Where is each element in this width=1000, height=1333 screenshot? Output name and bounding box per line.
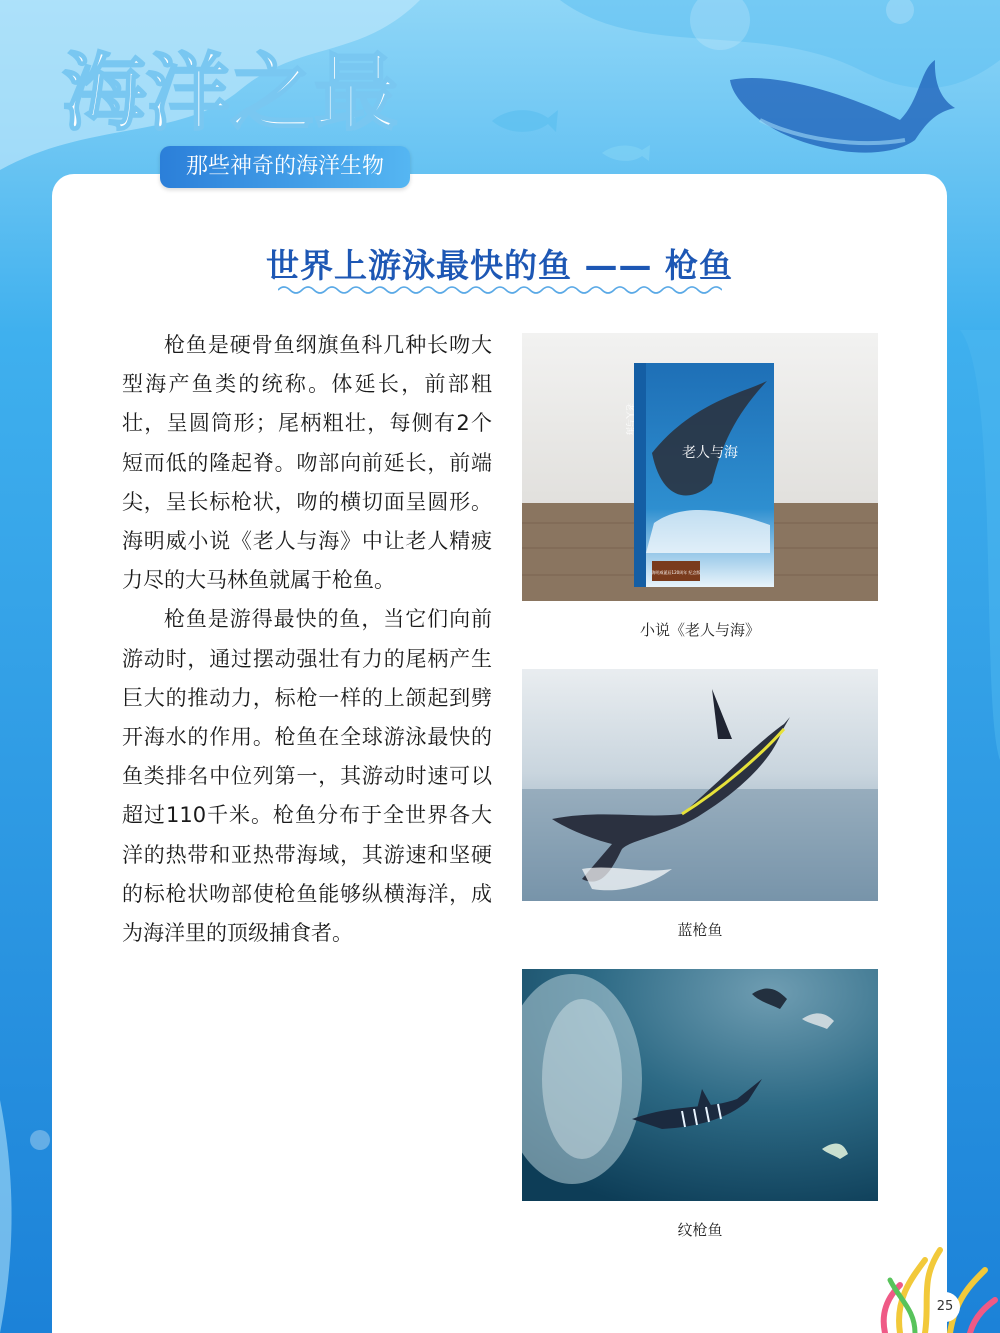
figure-caption: 蓝枪鱼: [677, 921, 723, 939]
svg-text:海洋之最: 海洋之最: [62, 44, 399, 142]
paragraph: 枪鱼是硬骨鱼纲旗鱼科几种长吻大型海产鱼类的统称。体延长，前部粗壮，呈圆筒形；尾柄粗壮，每侧有2个短而低的隆起脊。吻部向前延长，前端尖，呈长标枪状，吻的横切面呈圆形。海明威小说《老人与海》中让老人精疲力尽的大马林鱼就属于枪鱼。: [122, 333, 492, 593]
small-fish-icon: [600, 140, 652, 166]
paragraph: 枪鱼是游得最快的鱼，当它们向前游动时，通过摆动强壮有力的尾柄产生巨大的推动力，标枪一样的上颌起到劈开海水的作用。枪鱼在全球游泳最快的鱼类排名中位列第一，其游动时速可以超过110千米。枪鱼分布于全世界各大洋的热带和亚热带海域，其游速和坚硬的标枪状吻部使枪鱼能够纵横海洋，成为海洋里的顶级捕食者。: [122, 607, 492, 946]
page-number: 25: [930, 1292, 960, 1322]
svg-text:老人与海: 老人与海: [682, 445, 738, 461]
wave-divider: [278, 284, 722, 296]
coral-decoration: [870, 1240, 1000, 1333]
small-fish-icon: [490, 104, 560, 138]
figure-caption: 小说《老人与海》: [639, 621, 760, 639]
banner-title: [58, 18, 418, 148]
whale-illustration: [720, 30, 960, 170]
book-cover-photo: [522, 333, 878, 601]
blue-marlin-photo: [522, 669, 878, 901]
svg-text:海明威诞辰120周年 纪念版: 海明威诞辰120周年 纪念版: [651, 570, 701, 575]
article-body: [122, 326, 492, 953]
striped-marlin-photo: [522, 969, 878, 1201]
banner-subtitle: 那些神奇的海洋生物: [160, 146, 410, 188]
svg-text:老人与海: 老人与海: [625, 403, 634, 435]
page-title: 世界上游泳最快的鱼 —— 枪鱼: [266, 246, 733, 285]
figure-caption: 纹枪鱼: [677, 1221, 723, 1239]
